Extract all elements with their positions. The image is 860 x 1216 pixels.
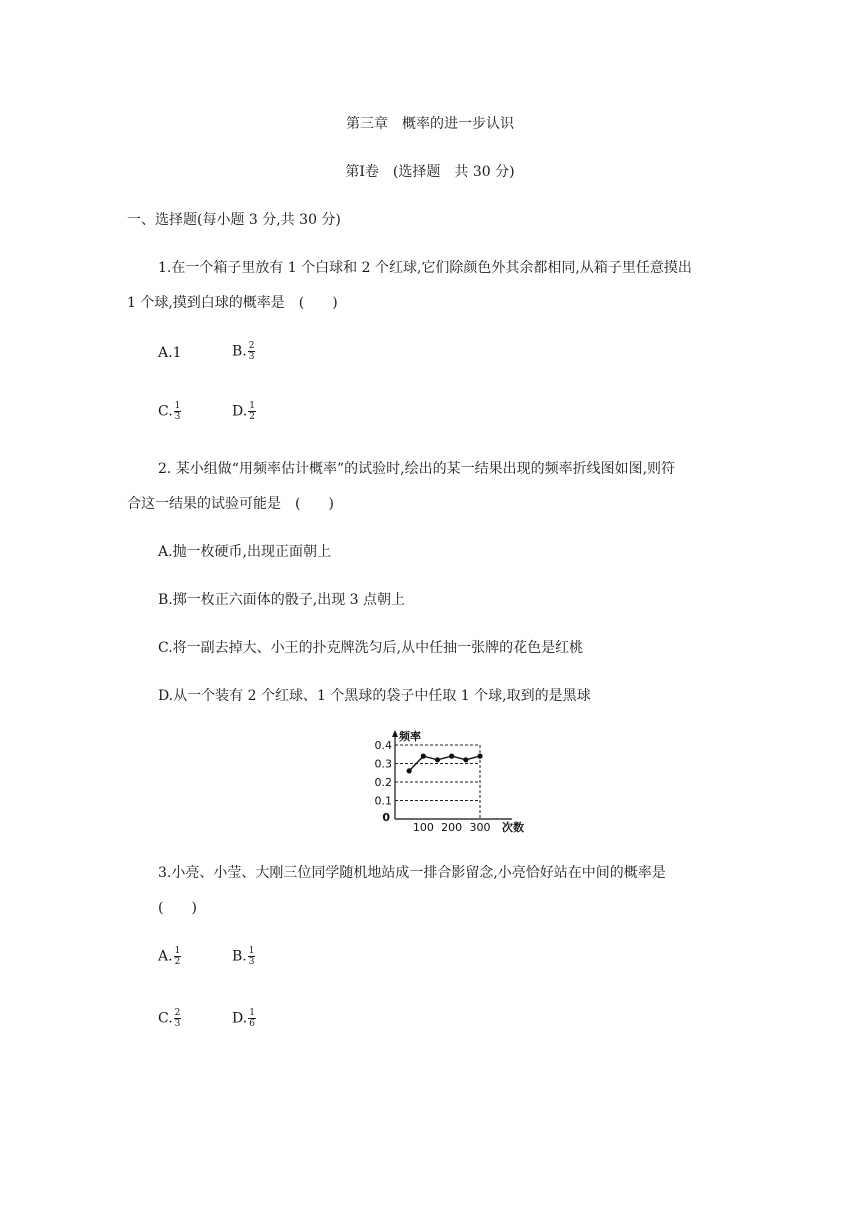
denominator: 3 <box>248 957 255 967</box>
option-label: A. <box>158 948 173 965</box>
y-tick-label: 0.1 <box>374 794 392 808</box>
frequency-line-chart <box>360 725 530 837</box>
option-label: B. <box>232 343 247 360</box>
y-axis-arrow <box>392 730 398 737</box>
question-line: 合这一结果的试验可能是 ( ) <box>127 496 334 512</box>
option-label: A. <box>158 345 173 361</box>
x-tick-label: 200 <box>441 821 463 834</box>
option-label: C. <box>158 640 173 656</box>
question-line: 1 个球,摸到白球的概率是 ( ) <box>127 295 338 311</box>
x-tick-label: 100 <box>412 821 434 834</box>
option-a <box>158 345 181 361</box>
option-b <box>158 589 405 609</box>
fraction <box>248 401 256 422</box>
denominator: 6 <box>249 1019 255 1029</box>
numerator: 1 <box>174 946 181 956</box>
y-axis-label: 频率 <box>399 730 421 743</box>
option-label: D. <box>232 1010 248 1027</box>
frequency-line <box>409 756 480 771</box>
option-text: 1 <box>172 345 182 361</box>
section-title: 第Ⅰ卷 (选择题 共 30 分) <box>345 164 515 180</box>
chapter-title: 第三章 概率的进一步认识 <box>346 116 514 132</box>
numerator: 1 <box>248 946 255 956</box>
y-tick-label: 0.4 <box>374 739 392 752</box>
option-d <box>232 401 256 422</box>
data-point <box>435 757 440 762</box>
option-b <box>232 946 255 967</box>
numerator: 2 <box>174 1008 181 1018</box>
denominator: 2 <box>249 412 255 422</box>
option-text: 抛一枚硬币,出现正面朝上 <box>172 544 332 560</box>
fraction <box>248 946 256 967</box>
option-c <box>158 401 181 422</box>
x-axis-label: 次数 <box>502 821 524 834</box>
denominator: 2 <box>174 957 181 967</box>
option-label: B. <box>232 948 247 965</box>
denominator: 3 <box>174 412 181 422</box>
origin-label: 0 <box>382 811 390 824</box>
option-label: D. <box>158 688 174 704</box>
fraction <box>174 401 182 422</box>
numerator: 1 <box>249 401 255 411</box>
option-label: D. <box>232 403 248 420</box>
option-text: 将一副去掉大、小王的扑克牌洗匀后,从中任抽一张牌的花色是红桃 <box>172 640 584 656</box>
data-point <box>407 768 412 773</box>
data-point <box>421 754 426 759</box>
option-c <box>158 1008 181 1029</box>
numerator: 1 <box>249 1008 255 1018</box>
fraction <box>174 1008 182 1029</box>
data-point <box>449 754 454 759</box>
y-tick-label: 0.3 <box>374 757 392 771</box>
option-text: 从一个装有 2 个红球、1 个黑球的袋子中任取 1 个球,取到的是黑球 <box>173 688 591 704</box>
option-label: A. <box>158 544 173 560</box>
question-line: 3.小亮、小莹、大刚三位同学随机地站成一排合影留念,小亮恰好站在中间的概率是 <box>158 865 666 881</box>
question-line: 1.在一个箱子里放有 1 个白球和 2 个红球,它们除颜色外其余都相同,从箱子里任意摸出 <box>158 260 692 276</box>
option-text: 掷一枚正六面体的骰子,出现 3 点朝上 <box>172 592 406 608</box>
x-tick-label: 300 <box>469 821 491 834</box>
numerator: 1 <box>174 401 181 411</box>
data-point <box>477 754 482 759</box>
option-a <box>158 946 181 967</box>
question-line: 2. 某小组做“用频率估计概率”的试验时,绘出的某一结果出现的频率折线图如图,则符 <box>158 461 676 477</box>
option-label: C. <box>158 1010 173 1027</box>
option-d <box>158 685 591 705</box>
data-point <box>463 757 468 762</box>
option-label: B. <box>158 592 173 608</box>
y-tick-label: 0.2 <box>374 776 392 789</box>
option-d <box>232 1008 256 1029</box>
part-heading: 一、选择题(每小题 3 分,共 30 分) <box>127 212 341 228</box>
option-c <box>158 637 583 657</box>
fraction <box>248 341 256 362</box>
option-a <box>158 541 331 561</box>
option-b <box>232 341 255 362</box>
fraction <box>174 946 182 967</box>
denominator: 3 <box>248 352 255 362</box>
numerator: 2 <box>248 341 255 351</box>
option-label: C. <box>158 403 173 420</box>
fraction <box>248 1008 256 1029</box>
question-line: ( ) <box>158 900 197 916</box>
denominator: 3 <box>174 1019 181 1029</box>
